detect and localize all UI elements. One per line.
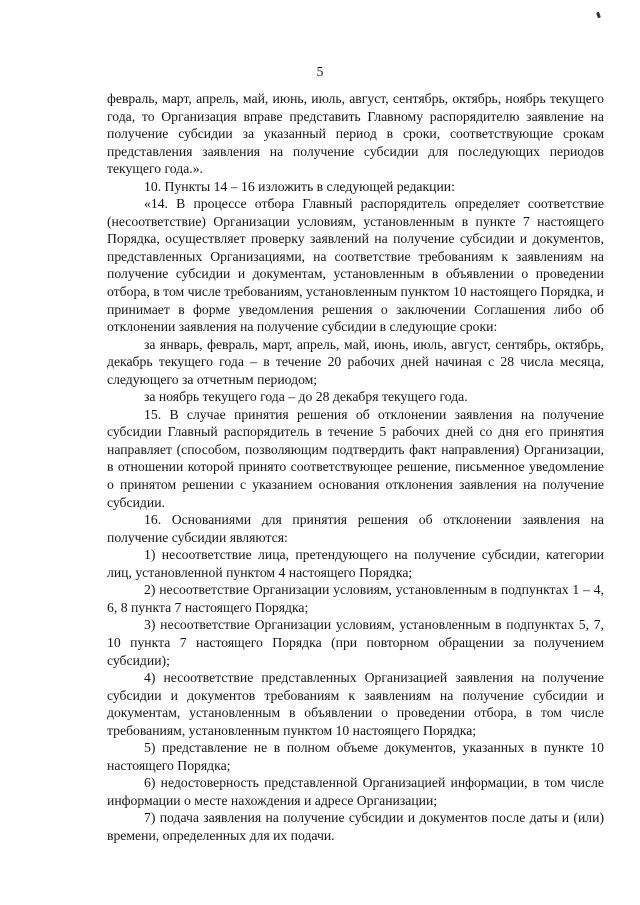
paragraph: за январь, февраль, март, апрель, май, июнь, июль, август, сентябрь, октябрь, декабрь текущего года – в течение 20 рабочих дней начиная с 28 числа месяца, следующего за отчетным периодом; (107, 336, 604, 387)
scan-speck (596, 12, 601, 19)
paragraph: 10. Пункты 14 – 16 изложить в следующей редакции: (144, 178, 455, 194)
paragraph: февраль, март, апрель, май, июнь, июль, август, сентябрь, октябрь, ноябрь текущего года, то Организация вправе представить Главному распорядителю заявление на получение субсидии за указанный период в сроки, соответствующие срокам представления заявления на получение субсидии для последующих периодов текущего года.». (107, 91, 604, 177)
list-item: 5) представление не в полном объеме документов, указанных в пункте 10 настоящего Порядка; (107, 740, 604, 773)
list-item: 7) подача заявления на получение субсидии и документов после даты и (или) времени, определенных для их подачи. (107, 810, 604, 843)
paragraph: за ноябрь текущего года – до 28 декабря текущего года. (144, 389, 468, 405)
list-item: 3) несоответствие Организации условиям, установленным в подпунктах 5, 7, 10 пункта 7 настоящего Порядка (при повторном обращении за получением субсидии); (107, 617, 604, 668)
paragraph: 15. В случае принятия решения об отклонении заявления на получение субсидии Главный распорядитель в течение 5 рабочих дней со дня его принятия направляет (способом, позволяющим подтвердить факт направления) Организации, в отношении которой принято соответствующее решение, письменное уведомление о принятом решении с указанием основания отклонения заявления на получение субсидии. (107, 406, 604, 510)
page-number: 5 (316, 64, 324, 79)
paragraph: 16. Основаниями для принятия решения об отклонении заявления на получение субсидии являются: (107, 512, 604, 545)
list-item: 2) несоответствие Организации условиям, установленным в подпунктах 1 – 4, 6, 8 пункта 7 настоящего Порядка; (107, 582, 604, 615)
document-body (107, 90, 604, 845)
paragraph: «14. В процессе отбора Главный распорядитель определяет соответствие (несоответствие) Организации условиям, установленным в пункте 7 настоящего Порядка, осуществляет проверку заявлений на получение субсидии и документов, представленных Организациями, на соответствие требованиям к заявлениям на получение субсидии и документам, установленным в объявлении о проведении отбора, в том числе требованиям, установленным пунктом 10 настоящего Порядка, и принимает в форме уведомления решения о заключении Соглашения либо об отклонении заявления на получение субсидии в следующие сроки: (107, 196, 604, 335)
list-item: 1) несоответствие лица, претендующего на получение субсидии, категории лиц, установленной пунктом 4 настоящего Порядка; (107, 547, 604, 580)
list-item: 6) недостоверность представленной Организацией информации, в том числе информации о месте нахождения и адресе Организации; (107, 775, 604, 808)
list-item: 4) несоответствие представленных Организацией заявления на получение субсидии и документов требованиям к заявлениям на получение субсидии и документам, установленным в объявлении о проведении отбора, в том числе требованиям, установленным пунктом 10 настоящего Порядка; (107, 670, 604, 738)
